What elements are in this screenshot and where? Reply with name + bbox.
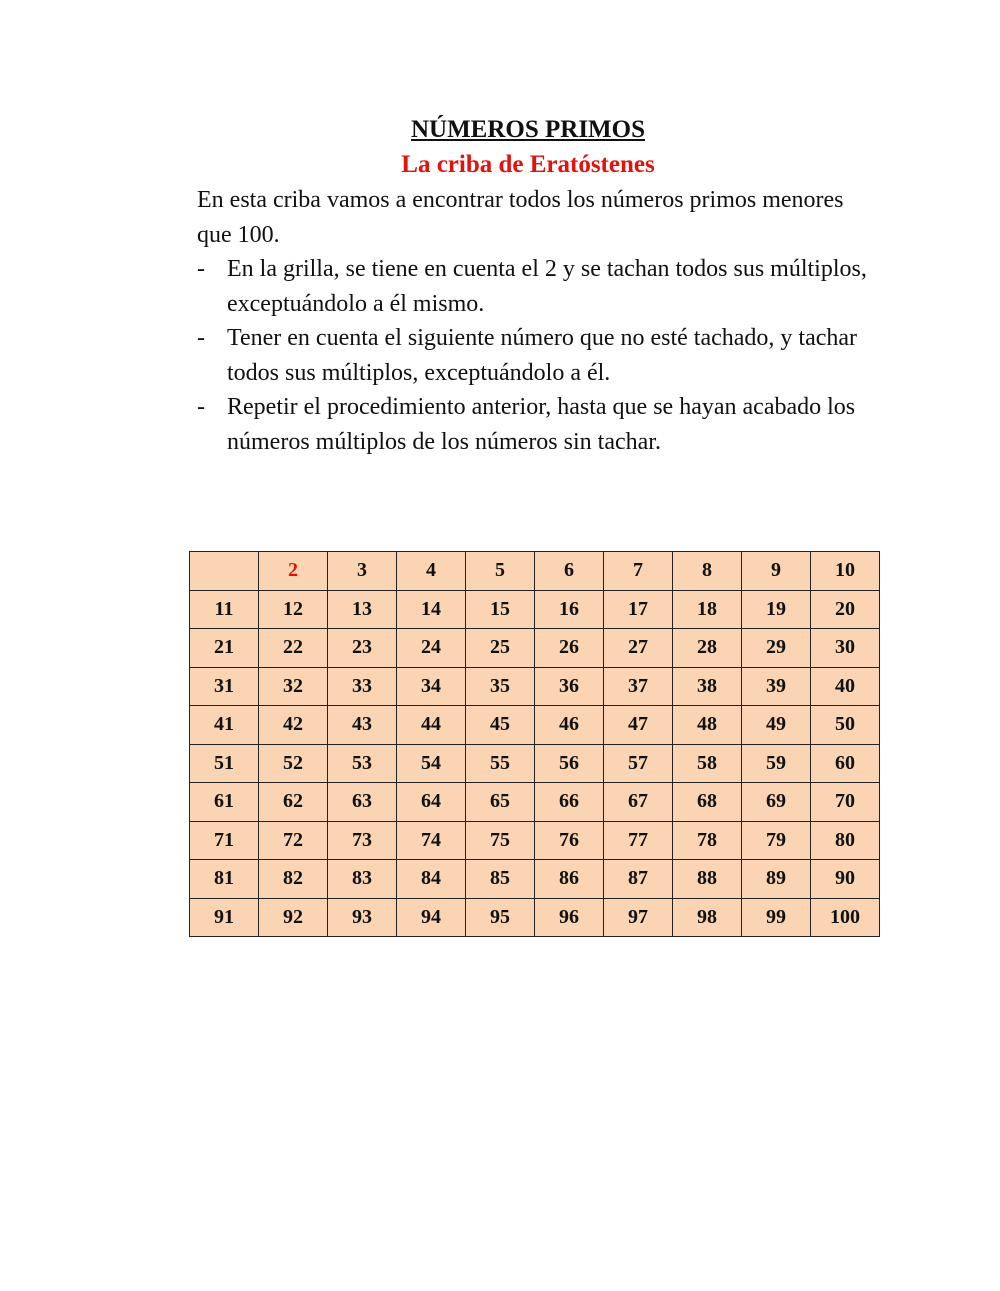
grid-cell[interactable]: 80 (811, 821, 880, 860)
grid-cell[interactable]: 77 (604, 821, 673, 860)
grid-cell[interactable]: 87 (604, 860, 673, 899)
grid-row (190, 898, 880, 937)
grid-cell[interactable]: 54 (397, 744, 466, 783)
grid-cell[interactable]: 57 (604, 744, 673, 783)
grid-cell[interactable]: 5 (466, 552, 535, 591)
number-grid (189, 551, 880, 937)
grid-cell[interactable]: 64 (397, 783, 466, 822)
grid-cell[interactable]: 61 (190, 783, 259, 822)
grid-cell[interactable]: 59 (742, 744, 811, 783)
grid-cell[interactable]: 99 (742, 898, 811, 937)
grid-cell[interactable]: 71 (190, 821, 259, 860)
grid-cell[interactable]: 9 (742, 552, 811, 591)
number-grid-body (190, 552, 880, 937)
grid-cell[interactable]: 83 (328, 860, 397, 899)
grid-cell[interactable]: 81 (190, 860, 259, 899)
grid-row (190, 860, 880, 899)
grid-cell[interactable]: 97 (604, 898, 673, 937)
grid-cell[interactable]: 62 (259, 783, 328, 822)
grid-cell[interactable]: 67 (604, 783, 673, 822)
grid-cell[interactable]: 86 (535, 860, 604, 899)
grid-cell[interactable]: 100 (811, 898, 880, 937)
grid-cell[interactable]: 78 (673, 821, 742, 860)
grid-cell[interactable]: 68 (673, 783, 742, 822)
grid-cell[interactable]: 63 (328, 783, 397, 822)
grid-cell[interactable]: 3 (328, 552, 397, 591)
grid-cell[interactable]: 17 (604, 590, 673, 629)
grid-cell[interactable]: 11 (190, 590, 259, 629)
grid-cell[interactable]: 74 (397, 821, 466, 860)
grid-cell[interactable]: 25 (466, 629, 535, 668)
document-title: NÚMEROS PRIMOS (410, 116, 646, 143)
grid-cell[interactable]: 6 (535, 552, 604, 591)
grid-cell[interactable]: 85 (466, 860, 535, 899)
grid-cell[interactable]: 48 (673, 706, 742, 745)
grid-cell-empty[interactable] (190, 552, 259, 591)
grid-cell[interactable]: 36 (535, 667, 604, 706)
grid-cell[interactable]: 90 (811, 860, 880, 899)
grid-cell[interactable]: 95 (466, 898, 535, 937)
instruction-item (197, 390, 877, 459)
instruction-text: Tener en cuenta el siguiente número que no esté tachado, y tachar todos sus múltiplos, exceptuándolo a él. (227, 325, 858, 386)
grid-row (190, 706, 880, 745)
grid-cell[interactable]: 29 (742, 629, 811, 668)
grid-cell[interactable]: 51 (190, 744, 259, 783)
grid-cell[interactable]: 8 (673, 552, 742, 591)
grid-cell[interactable]: 58 (673, 744, 742, 783)
grid-cell[interactable]: 23 (328, 629, 397, 668)
grid-cell[interactable]: 76 (535, 821, 604, 860)
grid-cell[interactable]: 84 (397, 860, 466, 899)
grid-cell[interactable]: 7 (604, 552, 673, 591)
grid-cell[interactable]: 39 (742, 667, 811, 706)
grid-row (190, 667, 880, 706)
grid-cell[interactable]: 45 (466, 706, 535, 745)
list-bullet: - (197, 256, 205, 282)
list-bullet: - (197, 325, 205, 351)
grid-cell[interactable]: 69 (742, 783, 811, 822)
instruction-list (197, 252, 877, 459)
grid-cell[interactable]: 70 (811, 783, 880, 822)
grid-cell[interactable]: 15 (466, 590, 535, 629)
grid-cell[interactable]: 55 (466, 744, 535, 783)
grid-row (190, 552, 880, 591)
grid-row (190, 629, 880, 668)
grid-cell[interactable]: 66 (535, 783, 604, 822)
grid-cell[interactable]: 10 (811, 552, 880, 591)
instruction-text: En la grilla, se tiene en cuenta el 2 y se tachan todos sus múltiplos, exceptuándolo a él mismo. (227, 256, 867, 317)
grid-cell[interactable]: 43 (328, 706, 397, 745)
grid-cell[interactable]: 32 (259, 667, 328, 706)
grid-cell[interactable]: 41 (190, 706, 259, 745)
grid-cell[interactable]: 73 (328, 821, 397, 860)
grid-cell[interactable]: 37 (604, 667, 673, 706)
grid-row (190, 590, 880, 629)
grid-cell[interactable]: 18 (673, 590, 742, 629)
intro-paragraph: En esta criba vamos a encontrar todos los números primos menores que 100. (197, 187, 844, 248)
grid-cell[interactable]: 14 (397, 590, 466, 629)
grid-cell[interactable]: 38 (673, 667, 742, 706)
grid-cell[interactable]: 26 (535, 629, 604, 668)
grid-cell[interactable]: 89 (742, 860, 811, 899)
grid-cell[interactable]: 21 (190, 629, 259, 668)
grid-cell[interactable]: 47 (604, 706, 673, 745)
grid-row (190, 783, 880, 822)
instruction-item (197, 321, 877, 390)
grid-cell[interactable]: 52 (259, 744, 328, 783)
grid-cell[interactable]: 24 (397, 629, 466, 668)
grid-cell[interactable]: 19 (742, 590, 811, 629)
grid-cell[interactable]: 79 (742, 821, 811, 860)
grid-cell[interactable]: 44 (397, 706, 466, 745)
grid-cell[interactable]: 91 (190, 898, 259, 937)
grid-cell[interactable]: 53 (328, 744, 397, 783)
grid-cell[interactable]: 98 (673, 898, 742, 937)
grid-cell[interactable]: 22 (259, 629, 328, 668)
grid-cell[interactable]: 88 (673, 860, 742, 899)
grid-cell[interactable]: 50 (811, 706, 880, 745)
grid-cell[interactable]: 92 (259, 898, 328, 937)
grid-cell[interactable]: 60 (811, 744, 880, 783)
grid-cell[interactable]: 82 (259, 860, 328, 899)
grid-cell[interactable]: 46 (535, 706, 604, 745)
grid-cell[interactable]: 2 (259, 552, 328, 591)
grid-row (190, 821, 880, 860)
grid-cell[interactable]: 4 (397, 552, 466, 591)
grid-cell[interactable]: 20 (811, 590, 880, 629)
grid-cell[interactable]: 56 (535, 744, 604, 783)
grid-cell[interactable]: 49 (742, 706, 811, 745)
grid-row (190, 744, 880, 783)
grid-cell[interactable]: 34 (397, 667, 466, 706)
grid-cell[interactable]: 65 (466, 783, 535, 822)
grid-cell[interactable]: 96 (535, 898, 604, 937)
grid-cell[interactable]: 27 (604, 629, 673, 668)
grid-cell[interactable]: 93 (328, 898, 397, 937)
grid-cell[interactable]: 30 (811, 629, 880, 668)
document-subtitle: La criba de Eratóstenes (401, 151, 655, 178)
grid-cell[interactable]: 35 (466, 667, 535, 706)
grid-cell[interactable]: 13 (328, 590, 397, 629)
grid-cell[interactable]: 31 (190, 667, 259, 706)
grid-cell[interactable]: 16 (535, 590, 604, 629)
grid-cell[interactable]: 33 (328, 667, 397, 706)
grid-cell[interactable]: 75 (466, 821, 535, 860)
grid-cell[interactable]: 72 (259, 821, 328, 860)
grid-cell[interactable]: 40 (811, 667, 880, 706)
grid-cell[interactable]: 28 (673, 629, 742, 668)
list-bullet: - (197, 394, 205, 420)
grid-cell[interactable]: 12 (259, 590, 328, 629)
instruction-item (197, 252, 877, 321)
grid-cell[interactable]: 94 (397, 898, 466, 937)
instruction-text: Repetir el procedimiento anterior, hasta que se hayan acabado los números múltiplos de los números sin tachar. (227, 394, 856, 455)
grid-cell[interactable]: 42 (259, 706, 328, 745)
